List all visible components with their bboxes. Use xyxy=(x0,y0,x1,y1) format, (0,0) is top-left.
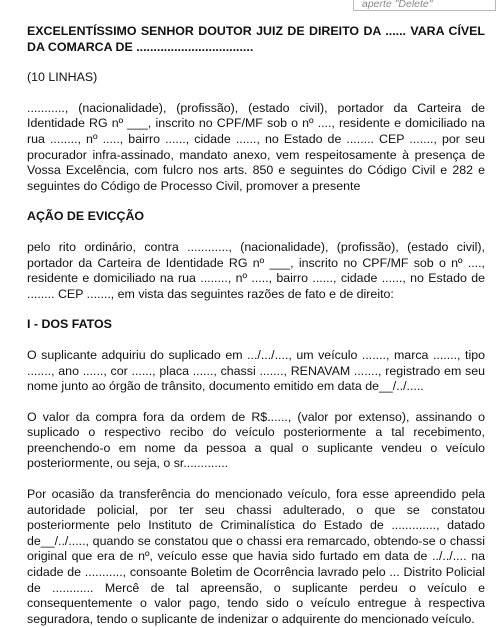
facts-paragraph-3: Por ocasião da transferência do mencionado veículo, fora esse apreendido pela autoridade policial, por ter seu chassi adulterado, o que se constatou posteriormente pelo Instituto de Criminalística do Estado de ............., datado de__/../....., quando se constatou que o chassi era remarcado, obtendo-se o chassi original que era de nº, veículo esse que havia sido furtado em data de ../../.... na cidade de ..........., consoante Boletim de Ocorrência lavrado pelo ... Distrito Policial de ............ Mercê de tal apreensão, o suplicante perdeu o veículo e consequentemente o valor pago, tendo sido o veículo entregue à respectiva seguradora, tendo o suplicante de indenizar o adquirente do mencionado veículo. xyxy=(27,487,485,626)
petition-document xyxy=(27,24,485,627)
petition-title: EXCELENTÍSSIMO SENHOR DOUTOR JUIZ DE DIREITO DA ...... VARA CÍVEL DA COMARCA DE .................................. xyxy=(27,24,485,54)
facts-heading: I - DOS FATOS xyxy=(27,317,112,332)
facts-paragraph-1: O suplicante adquiriu do suplicado em .../.../...., um veículo ......., marca ......., tipo ......., ano ......, cor ......, placa ......, chassi ......., RENAVAM ......., registrado em seu nome junto ao órgão de trânsito, documento emitido em data de__/../..... xyxy=(27,347,485,394)
facts-paragraph-2: O valor da compra fora da ordem de R$......, (valor por extenso), assinando o suplicado o respectivo recibo do veículo posteriormente a tal recebimento, preenchendo-o em nome da pessoa a qual o suplicante vendeu o veículo posteriormente, ou seja, o sr............. xyxy=(27,409,485,471)
ten-lines-note: (10 LINHAS) xyxy=(27,70,98,85)
action-heading: AÇÃO DE EVICÇÃO xyxy=(27,209,145,224)
intro-paragraph: ..........., (nacionalidade), (profissão), (estado civil), portador da Carteira de Identidade RG nº ___, inscrito no CPF/MF sob o nº ...., residente e domiciliado na rua ........, nº ....., bairro ......, cidade ......, no Estado de ........ CEP ......., por seu procurador infra-assinado, mandato anexo, vem respeitosamente à presença de Vossa Excelência, com fulcro nos arts. 850 e seguintes do Código Civil e 282 e seguintes do Código de Processo Civil, promover a presente xyxy=(27,100,485,193)
action-paragraph: pelo rito ordinário, contra ............, (nacionalidade), (profissão), (estado civil), portador da Carteira de Identidade RG nº ___, inscrito no CPF/MF sob o nº ...., residente e domiciliado na rua ........, nº ....., bairro ......, cidade ......, no Estado de ........ CEP ......., em vista das seguintes razões de fato e de direito: xyxy=(27,239,485,301)
delete-hint-tooltip: aperte "Delete" xyxy=(353,0,496,11)
